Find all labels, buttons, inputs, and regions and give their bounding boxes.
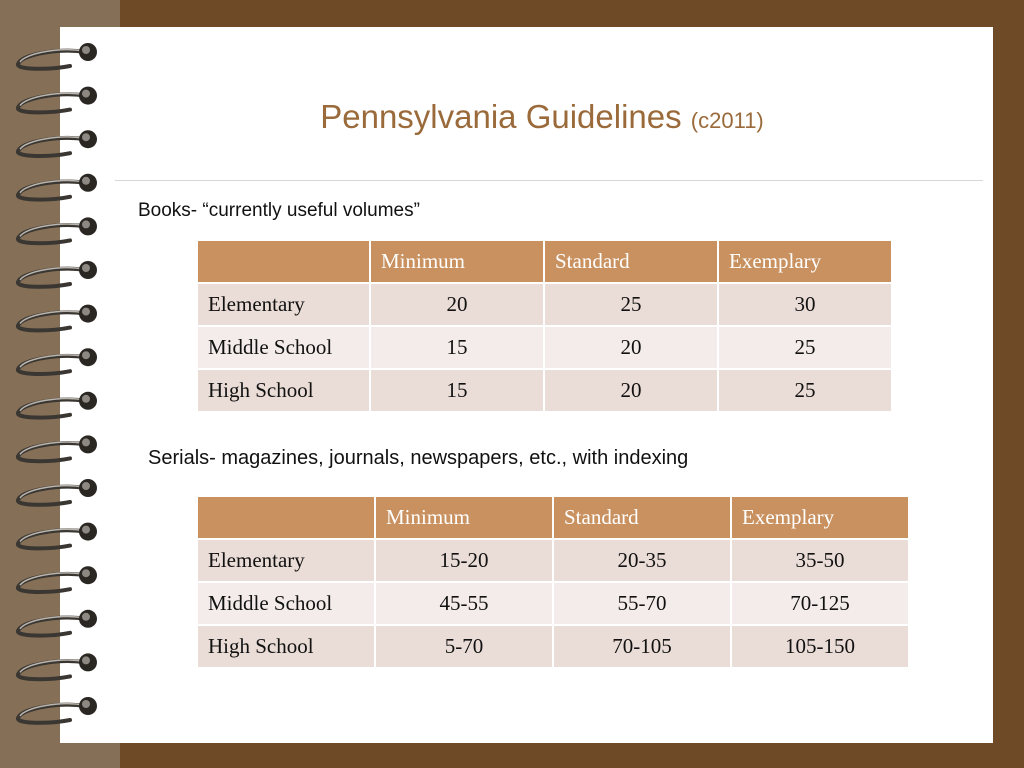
table-row xyxy=(197,326,892,369)
books-table xyxy=(196,239,893,413)
spiral-ring xyxy=(18,261,97,287)
spiral-ring xyxy=(18,392,97,418)
serials-header-blank xyxy=(197,496,375,539)
title-main: Pennsylvania Guidelines xyxy=(320,98,682,135)
cell-exemplary: 35-50 xyxy=(731,539,909,582)
serials-header-minimum: Minimum xyxy=(375,496,553,539)
cell-exemplary: 105-150 xyxy=(731,625,909,668)
table-row xyxy=(197,369,892,412)
title-sub: (c2011) xyxy=(690,108,764,133)
row-label: Elementary xyxy=(197,539,375,582)
cell-minimum: 20 xyxy=(370,283,544,326)
cell-exemplary: 30 xyxy=(718,283,892,326)
spiral-ring xyxy=(18,174,97,200)
row-label: Middle School xyxy=(197,326,370,369)
row-label: High School xyxy=(197,369,370,412)
cell-minimum: 5-70 xyxy=(375,625,553,668)
spiral-ring xyxy=(18,566,97,592)
cell-exemplary: 25 xyxy=(718,326,892,369)
cell-standard: 25 xyxy=(544,283,718,326)
table-row xyxy=(197,582,909,625)
serials-header-standard: Standard xyxy=(553,496,731,539)
cell-minimum: 15-20 xyxy=(375,539,553,582)
table-row xyxy=(197,625,909,668)
books-header-exemplary: Exemplary xyxy=(718,240,892,283)
serials-header-exemplary: Exemplary xyxy=(731,496,909,539)
spiral-ring xyxy=(18,305,97,331)
cell-standard: 20 xyxy=(544,369,718,412)
spiral-ring xyxy=(18,43,97,69)
cell-minimum: 15 xyxy=(370,326,544,369)
serials-header-row xyxy=(197,496,909,539)
spiral-ring xyxy=(18,523,97,549)
books-header-row xyxy=(197,240,892,283)
books-caption: Books- “currently useful volumes” xyxy=(138,200,420,221)
table-row xyxy=(197,283,892,326)
books-header-minimum: Minimum xyxy=(370,240,544,283)
spiral-ring xyxy=(18,697,97,723)
spiral-ring xyxy=(18,348,97,374)
serials-table xyxy=(196,495,910,669)
books-header-blank xyxy=(197,240,370,283)
cell-standard: 70-105 xyxy=(553,625,731,668)
spiral-ring xyxy=(18,435,97,461)
slide-title xyxy=(0,98,1024,136)
title-divider xyxy=(115,180,983,181)
cell-standard: 20 xyxy=(544,326,718,369)
books-header-standard: Standard xyxy=(544,240,718,283)
spiral-ring xyxy=(18,653,97,679)
row-label: High School xyxy=(197,625,375,668)
spiral-ring xyxy=(18,217,97,243)
spiral-ring xyxy=(18,479,97,505)
serials-caption: Serials- magazines, journals, newspapers, etc., with indexing xyxy=(148,447,689,469)
cell-minimum: 45-55 xyxy=(375,582,553,625)
cell-standard: 20-35 xyxy=(553,539,731,582)
row-label: Elementary xyxy=(197,283,370,326)
table-row xyxy=(197,539,909,582)
cell-standard: 55-70 xyxy=(553,582,731,625)
cell-exemplary: 70-125 xyxy=(731,582,909,625)
spiral-ring xyxy=(18,610,97,636)
cell-exemplary: 25 xyxy=(718,369,892,412)
row-label: Middle School xyxy=(197,582,375,625)
cell-minimum: 15 xyxy=(370,369,544,412)
